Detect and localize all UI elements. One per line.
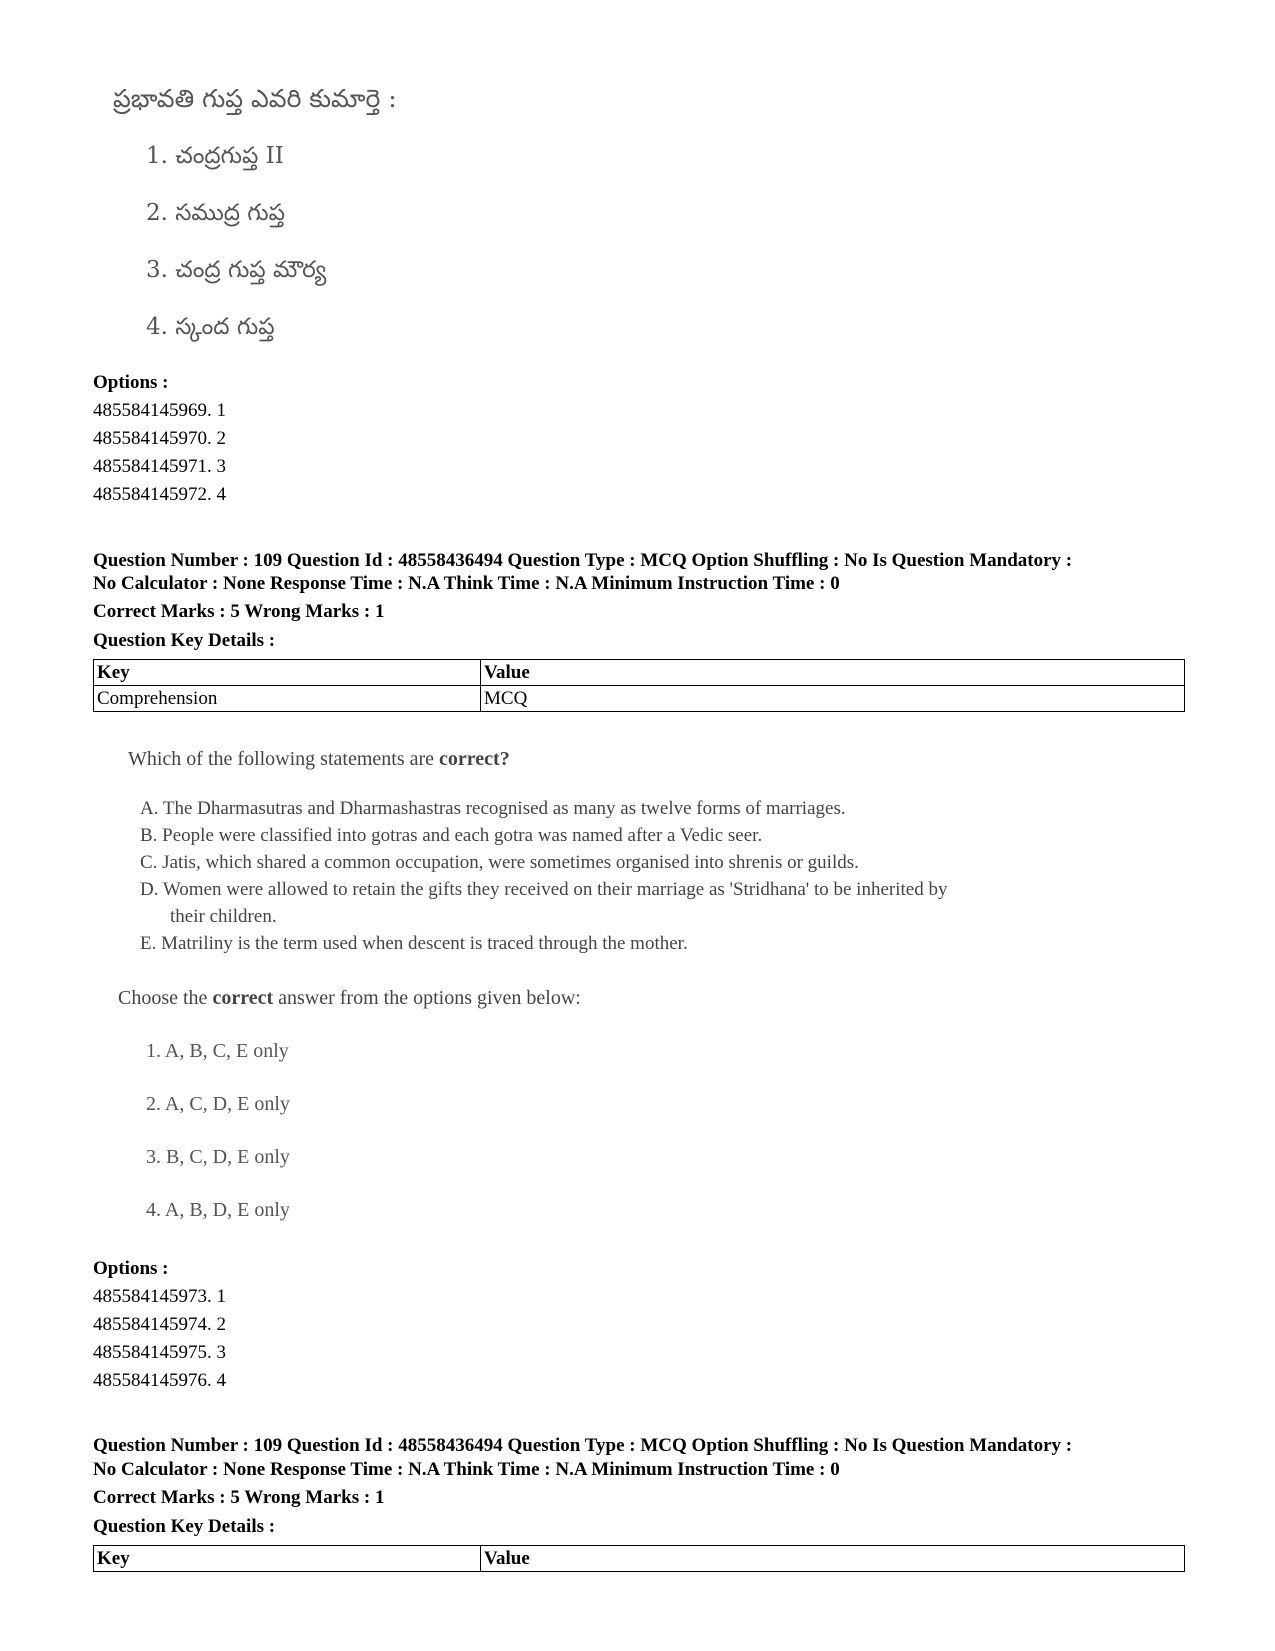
table-header-value: Value bbox=[481, 1546, 1185, 1572]
question-key-details-label: Question Key Details : bbox=[93, 630, 276, 651]
question-meta-line-1: Question Number : 109 Question Id : 48558436494 Question Type : MCQ Option Shuffling : No Is Question Mandatory : bbox=[93, 550, 1073, 571]
choose-suffix: answer from the options given below: bbox=[273, 987, 581, 1009]
telugu-choice-4: 4. స్కంద గుప్త bbox=[146, 314, 275, 340]
question-key-details-label: Question Key Details : bbox=[93, 1516, 276, 1537]
option-id-line: 485584145971. 3 bbox=[93, 456, 226, 477]
table-header-value: Value bbox=[481, 660, 1185, 686]
option-id-line: 485584145975. 3 bbox=[93, 1342, 226, 1363]
telugu-choice-2: 2. సముద్ర గుప్త bbox=[146, 200, 285, 226]
option-id-line: 485584145972. 4 bbox=[93, 484, 226, 505]
table-header-row bbox=[94, 660, 1185, 686]
question-meta-line-2: No Calculator : None Response Time : N.A Think Time : N.A Minimum Instruction Time : 0 bbox=[93, 1459, 840, 1480]
telugu-question-stem: ప్రభావతి గుప్త ఎవరి కుమార్తె : bbox=[113, 84, 397, 113]
table-header-key: Key bbox=[94, 660, 481, 686]
statement-b: B. People were classified into gotras and each gotra was named after a Vedic seer. bbox=[140, 825, 763, 846]
option-id-line: 485584145974. 2 bbox=[93, 1314, 226, 1335]
table-header-key: Key bbox=[94, 1546, 481, 1572]
options-label: Options : bbox=[93, 1258, 169, 1279]
table-cell-value: MCQ bbox=[481, 686, 1185, 712]
table-cell-key: Comprehension bbox=[94, 686, 481, 712]
options-label: Options : bbox=[93, 372, 169, 393]
telugu-choice-1: 1. చంద్రగుప్త II bbox=[146, 143, 284, 169]
option-id-line: 485584145970. 2 bbox=[93, 428, 226, 449]
statement-d-continued: their children. bbox=[170, 906, 277, 927]
english-choice-4: 4. A, B, D, E only bbox=[146, 1199, 290, 1221]
statement-e: E. Matriliny is the term used when descent is traced through the mother. bbox=[140, 933, 688, 954]
english-choice-1: 1. A, B, C, E only bbox=[146, 1040, 289, 1062]
statement-a: A. The Dharmasutras and Dharmashastras recognised as many as twelve forms of marriages. bbox=[140, 798, 846, 819]
choose-instruction bbox=[118, 987, 581, 1010]
english-question-stem bbox=[128, 748, 510, 771]
statement-c: C. Jatis, which shared a common occupation, were sometimes organised into shrenis or guilds. bbox=[140, 852, 859, 873]
question-key-table bbox=[93, 1545, 1185, 1572]
telugu-choice-3: 3. చంద్ర గుప్త మౌర్య bbox=[146, 257, 327, 283]
stem-prefix: Which of the following statements are bbox=[128, 748, 440, 770]
choose-bold: correct bbox=[212, 987, 274, 1009]
option-id-line: 485584145976. 4 bbox=[93, 1370, 226, 1391]
option-id-line: 485584145973. 1 bbox=[93, 1286, 226, 1307]
question-marks: Correct Marks : 5 Wrong Marks : 1 bbox=[93, 1487, 385, 1508]
statement-d: D. Women were allowed to retain the gifts they received on their marriage as 'Stridhana' to be inherited by bbox=[140, 879, 948, 900]
choose-prefix: Choose the bbox=[118, 987, 213, 1009]
stem-bold: correct? bbox=[439, 748, 510, 770]
option-id-line: 485584145969. 1 bbox=[93, 400, 226, 421]
question-meta-line-1: Question Number : 109 Question Id : 48558436494 Question Type : MCQ Option Shuffling : No Is Question Mandatory : bbox=[93, 1435, 1073, 1456]
question-meta-line-2: No Calculator : None Response Time : N.A Think Time : N.A Minimum Instruction Time : 0 bbox=[93, 573, 840, 594]
question-marks: Correct Marks : 5 Wrong Marks : 1 bbox=[93, 601, 385, 622]
english-choice-2: 2. A, C, D, E only bbox=[146, 1093, 290, 1115]
table-row bbox=[94, 686, 1185, 712]
table-header-row bbox=[94, 1546, 1185, 1572]
question-key-table bbox=[93, 659, 1185, 712]
english-choice-3: 3. B, C, D, E only bbox=[146, 1146, 290, 1168]
